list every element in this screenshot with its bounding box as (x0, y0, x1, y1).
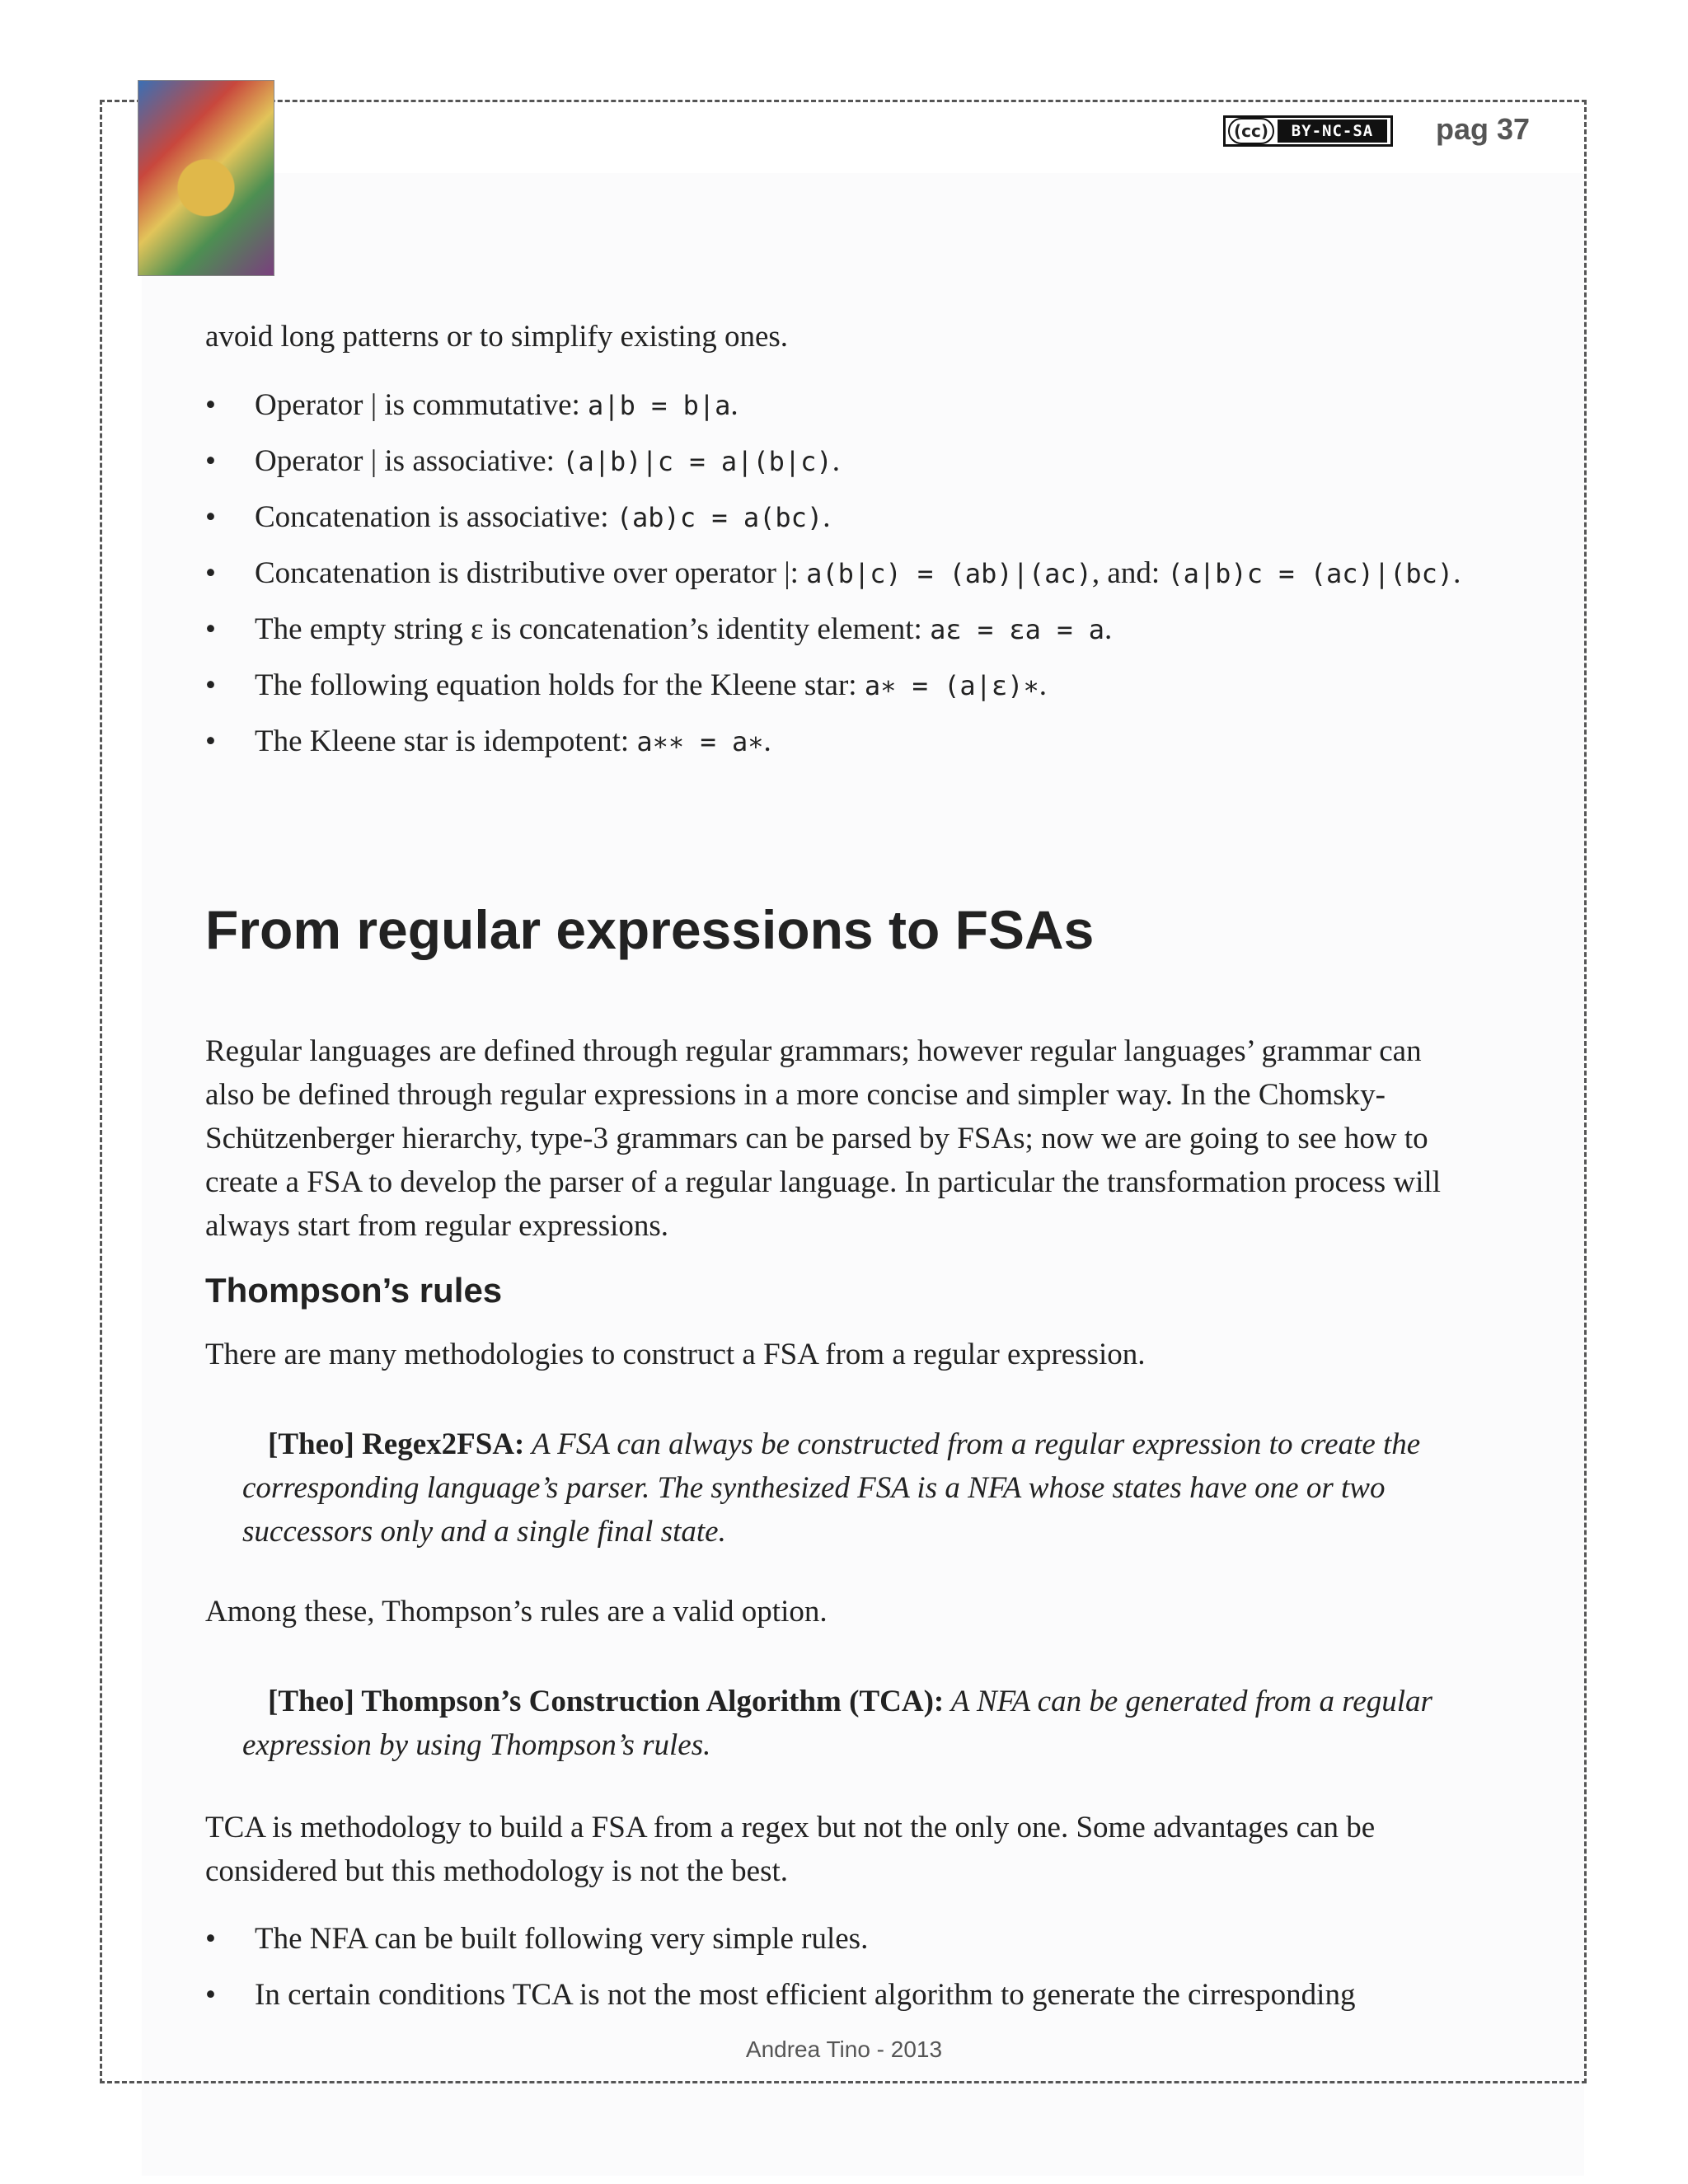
section-paragraph: Regular languages are defined through regular grammars; however regular languages’ grammar can also be defined through regular expressions in a more concise and simpler way. In the Chomsky-Schützenberger hierarchy, type-3 grammars can be parsed by FSAs; now we are going to see how to create a FSA to develop the parser of a regular language. In particular the transformation process will always start from regular expressions. (205, 1034, 1441, 1243)
subsection-intro: There are many methodologies to construct a FSA from a regular expression. (205, 1338, 1146, 1371)
bullet-icon: • (205, 1922, 216, 1956)
theorem-body: A NFA can be generated from a regular expression by using Thompson’s rules. (242, 1685, 1432, 1762)
bullet-icon: • (205, 612, 216, 646)
bullet-icon: • (205, 388, 216, 422)
intro-line: avoid long patterns or to simplify existing ones. (205, 320, 789, 354)
bullet-icon: • (205, 500, 216, 534)
cover-thumbnail-image (138, 80, 274, 276)
bullet-icon: • (205, 444, 216, 478)
footer-author: Andrea Tino - 2013 (745, 2036, 943, 2062)
page-number: pag 37 (1436, 112, 1531, 146)
between-text: Among these, Thompson’s rules are a valid option. (205, 1595, 828, 1629)
theorem-body: A FSA can always be constructed from a regular expression to create the corresponding language’s parser. The synthesized FSA is a NFA whose states have one or two successors only and a single final state. (242, 1427, 1421, 1549)
bullet-icon: • (205, 1978, 216, 2012)
theorem-tca (242, 1680, 1446, 1767)
cc-logo: (cc) (1228, 118, 1274, 144)
tca-paragraph: TCA is methodology to build a FSA from a regex but not the only one. Some advantages can be considered but this methodology is not the best. (205, 1811, 1376, 1888)
theorem-label: [Theo] Regex2FSA: (268, 1427, 525, 1461)
bullet-icon: • (205, 724, 216, 758)
license-type: BY-NC-SA (1278, 120, 1387, 143)
theorem-label: [Theo] Thompson’s Construction Algorithm (TCA): (268, 1685, 945, 1718)
cc-license-badge[interactable] (1223, 115, 1393, 147)
subsection-title: Thompson’s rules (205, 1271, 503, 1310)
bullet-icon: • (205, 668, 216, 702)
theorem-regex2fsa (242, 1422, 1446, 1554)
bullet-icon: • (205, 556, 216, 590)
section-title: From regular expressions to FSAs (205, 899, 1095, 960)
